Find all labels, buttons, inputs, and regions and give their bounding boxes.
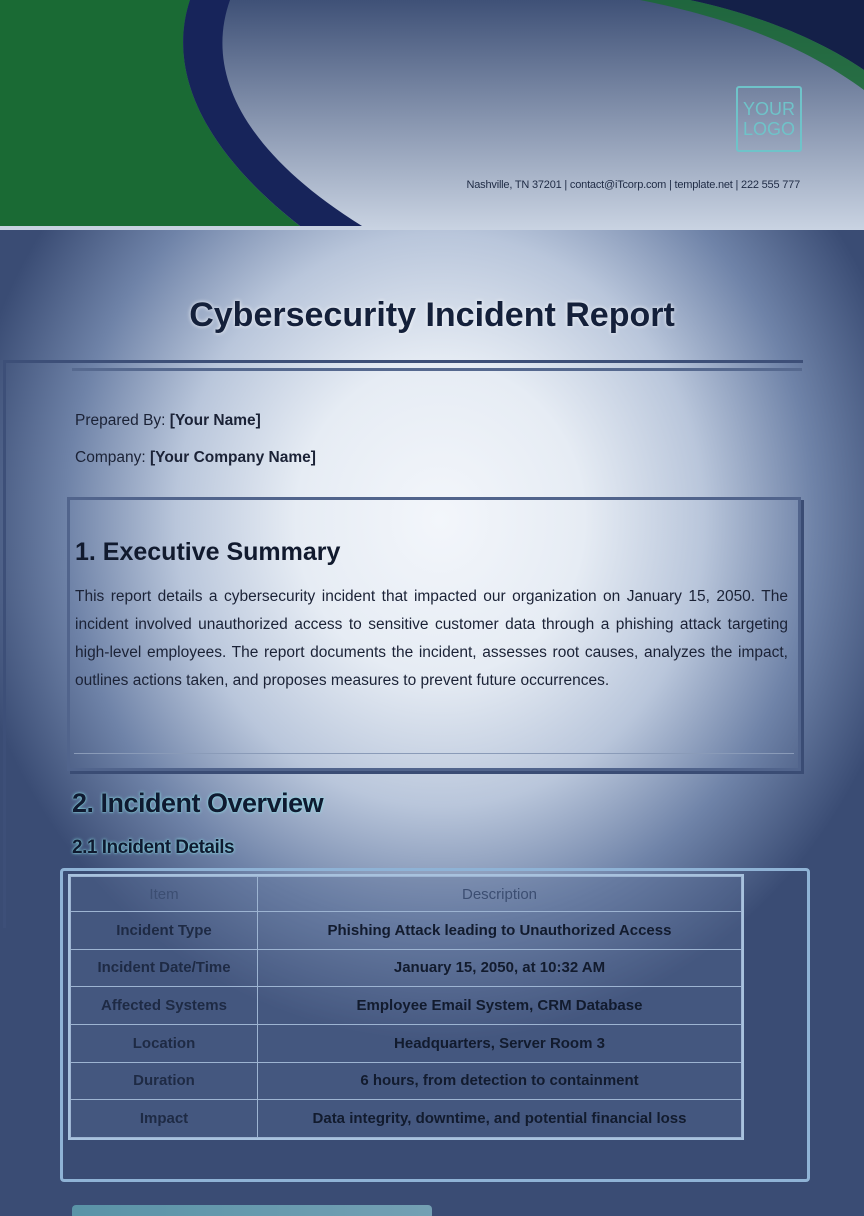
company-label: Company: <box>75 449 146 466</box>
document-title: Cybersecurity Incident Report <box>189 296 675 334</box>
column-header-description: Description <box>258 877 742 912</box>
row-item: Impact <box>71 1100 258 1138</box>
row-description: January 15, 2050, at 10:32 AM <box>258 949 742 987</box>
row-description: Phishing Attack leading to Unauthorized Access <box>258 912 742 950</box>
table-row <box>71 1062 742 1100</box>
row-item: Affected Systems <box>71 987 258 1025</box>
table-row <box>71 912 742 950</box>
header-wave-decoration <box>0 0 864 230</box>
row-item: Duration <box>71 1062 258 1100</box>
row-item: Incident Date/Time <box>71 949 258 987</box>
prepared-by <box>75 412 261 430</box>
incident-overview-heading: 2. Incident Overview <box>72 788 324 818</box>
company-logo: YOUR LOGO <box>736 86 802 152</box>
contact-line: Nashville, TN 37201 | contact@iTcorp.com | template.net | 222 555 777 <box>466 179 800 191</box>
executive-summary-divider <box>74 753 794 754</box>
next-section-heading-cutoff <box>72 1205 432 1216</box>
column-header-item: Item <box>71 877 258 912</box>
table-row <box>71 949 742 987</box>
table-header-row <box>71 877 742 912</box>
frame-divider <box>72 368 802 371</box>
company <box>75 449 316 467</box>
row-item: Incident Type <box>71 912 258 950</box>
table-row <box>71 1100 742 1138</box>
prepared-by-label: Prepared By: <box>75 412 166 429</box>
table-row <box>71 1024 742 1062</box>
row-description: Employee Email System, CRM Database <box>258 987 742 1025</box>
row-description: Data integrity, downtime, and potential financial loss <box>258 1100 742 1138</box>
row-description: Headquarters, Server Room 3 <box>258 1024 742 1062</box>
executive-summary-heading: 1. Executive Summary <box>75 538 341 566</box>
row-item: Location <box>71 1024 258 1062</box>
executive-summary-text: This report details a cybersecurity incident that impacted our organization on January 15, 2050. The incident involved unauthorized access to sensitive customer data through a phishing attack targeting high-level employees. The report documents the incident, assesses root causes, analyzes the impact, outlines actions taken, and proposes measures to prevent future occurrences. <box>75 588 788 689</box>
row-description: 6 hours, from detection to containment <box>258 1062 742 1100</box>
company-value: [Your Company Name] <box>149 449 316 466</box>
incident-details-table <box>68 874 744 1140</box>
incident-details-subheading: 2.1 Incident Details <box>72 837 235 858</box>
table-row <box>71 987 742 1025</box>
prepared-by-value: [Your Name] <box>169 412 261 429</box>
